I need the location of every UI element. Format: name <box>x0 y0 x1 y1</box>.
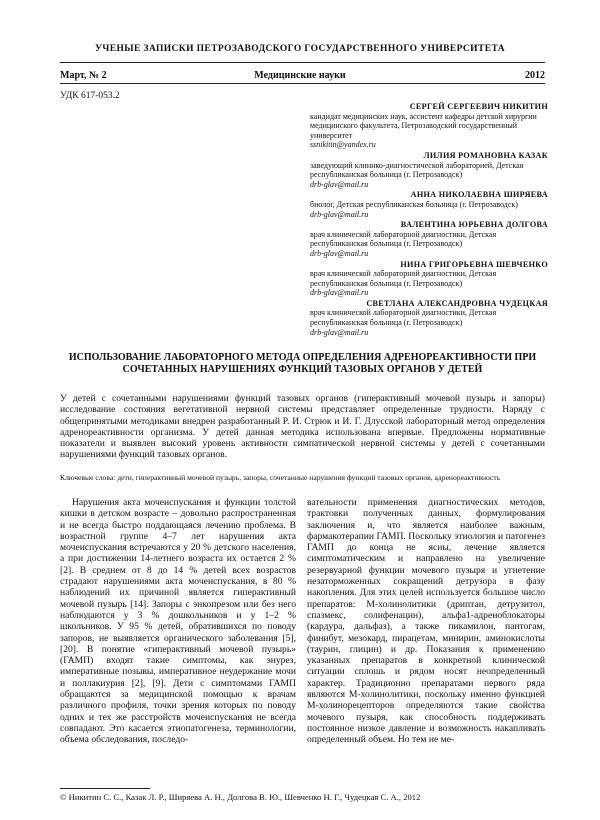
copyright-footer: © Никитин С. С., Казак Л. Р., Ширяева А. Н., Долгова В. Ю., Шевченко Н. Г., Чудецкая С. А., 2012 <box>60 792 421 802</box>
header-rule-top <box>60 62 545 63</box>
abstract: У детей с сочетанными нарушениями функций тазовых органов (гиперактивный мочевой пузырь и запоры) исследование состояния вегетативной нервной системы представляет определенные трудности. Наряду с общепринятыми методиками внедрен разработанный Р. И. Стрюк и И. Г. Длусской лабораторный метод определения адренореактивности организма. У детей данная методика использована впервые. Предложены нормативные показатели и выявлен высокий уровень активности симпатической нервной системы у детей с сочетанными нарушениями функций тазовых органов. <box>60 393 545 461</box>
author-affiliation: биолог, Детская республиканская больница (г. Петрозаводск) <box>310 199 518 209</box>
author-affiliation: врач клинической лабораторной диагностики, Детская республиканская больница (г. Петрозаводск) <box>310 269 497 288</box>
journal-title: УЧЕНЫЕ ЗАПИСКИ ПЕТРОЗАВОДСКОГО ГОСУДАРСТВЕННОГО УНИВЕРСИТЕТА <box>95 44 505 54</box>
author-affiliation: кандидат медицинских наук, ассистент кафедры детской хирургии медицинского факультета, Петрозаводский государственный университет <box>310 111 537 140</box>
author-email[interactable]: ssnikitin@yandex.ru <box>310 140 376 150</box>
author-name: ВАЛЕНТИНА ЮРЬЕВНА ДОЛГОВА <box>400 220 548 230</box>
author-email[interactable]: drb-glav@mail.ru <box>310 288 369 298</box>
issue-label: Март, № 2 <box>60 70 107 81</box>
author-email[interactable]: drb-glav@mail.ru <box>310 248 369 258</box>
author-affiliation: врач клинической лабораторной диагностики, Детская республиканская больница (г. Петрозаводск) <box>310 229 497 249</box>
author-name: НИНА ГРИГОРЬЕВНА ШЕВЧЕНКО <box>400 259 548 269</box>
author-entry <box>310 102 548 150</box>
author-email[interactable]: drb-glav@mail.ru <box>310 179 369 189</box>
author-affiliation: врач клинической лабораторной диагностики, Детская республиканская больница (г. Петрозаводск) <box>310 308 497 328</box>
body-text-left: Нарушения акта мочеиспускания и функции толстой кишки в детском возрасте – довольно распространенная и не всегда быстро поддающаяся лечению проблема. В возрастной группе 4–7 лет нарушения акта мочеиспускания встречаются у 20 % детского населения, а при достижении 14-летнего возраста их остается 2 % [2]. В среднем от 8 до 14 % детей всех возрастов страдают нарушениями акта мочеиспускания, в 80 % наблюдений их причиной является гиперактивный мочевой пузырь [14]. Запоры с энкопрезом или без него наблюдаются у 3 % дошкольников и у 1–2 % школьников. У 95 % детей, обратившихся по поводу запоров, не выявляется органического заболевания [5], [20]. В понятие «гиперактивный мочевой пузырь» (ГАМП) входят такие симптомы, как энурез, императивные позывы, императивное неудержание мочи и поллакиурия [2], [9]. Дети с симптомами ГАМП обращаются за медицинской помощью к врачам различного профиля, точки зрения которых по поводу одних и тех же расстройств мочеиспускания не всегда совпадают. Это касается этиопатогенеза, терминологии, объема обследования, последо- <box>60 497 296 746</box>
author-entry <box>310 151 548 189</box>
body-text-right: вательности применения диагностических методов, трактовки полученных данных, формулирования заключения и, что является наиболее важным, фармакотерапии ГАМП. Поскольку этиология и патогенез ГАМП до конца не ясны, лечение является симптоматическим и направлено на увеличение резервуарной функции мочевого пузыря и угнетение незаторможенных сокращений детрузора в фазу накопления. Для этих целей используется большое число препаратов: М-холинолитики (дриптан, детрузитол, спазмекс, солифенацин), альфа1-адреноблокаторы (кардура, дальфаз), а также пикамилон, пантогам, финибут, мезокард, пирацетам, минирин, аминокислоты (таурин, глицин) и др. Показания к применению указанных препаратов в конкретной клинической ситуации сплошь и рядом носят неопределенный характер. Традиционно препаратами первого ряда являются М-холинолитики, поскольку именно функцией М-холинорецепторов определяются такие свойства мочевого пузыря, как способность поддерживать постоянное низкое давление и возможность накапливать определенный объем. Но тем не ме- <box>307 497 545 746</box>
author-affiliation: заведующий клинико-диагностической лабораторией, Детская республиканская больница (г. Петрозаводск) <box>310 160 524 180</box>
header-rule-bottom <box>60 83 545 84</box>
author-entry <box>310 299 548 337</box>
author-entry <box>310 190 548 219</box>
body-column-left <box>60 497 296 746</box>
author-name: СВЕТЛАНА АЛЕКСАНДРОВНА ЧУДЕЦКАЯ <box>366 298 548 308</box>
body-column-right <box>307 497 545 746</box>
author-name: АННА НИКОЛАЕВНА ШИРЯЕВА <box>410 190 548 200</box>
author-entry <box>310 260 548 298</box>
keywords: Ключевые слова: дети, гиперактивный мочевой пузырь, запоры, сочетанные нарушения функций тазовых органов, адренореактивность <box>60 473 501 482</box>
year-label: 2012 <box>525 70 545 81</box>
author-name: ЛИЛИЯ РОМАНОВНА КАЗАК <box>423 150 548 160</box>
author-entry <box>310 220 548 258</box>
author-email[interactable]: drb-glav@mail.ru <box>310 209 369 219</box>
udk-code: УДК 617-053.2 <box>60 91 120 101</box>
authors-block <box>310 101 548 337</box>
author-email[interactable]: drb-glav@mail.ru <box>310 327 369 337</box>
footer-rule <box>60 788 150 789</box>
section-label: Медицинские науки <box>254 70 346 81</box>
article-title: ИСПОЛЬЗОВАНИЕ ЛАБОРАТОРНОГО МЕТОДА ОПРЕДЕЛЕНИЯ АДРЕНОРЕАКТИВНОСТИ ПРИ СОЧЕТАННЫХ НАРУШЕНИЯХ ФУНКЦИЙ ТАЗОВЫХ ОРГАНОВ У ДЕТЕЙ <box>68 352 537 375</box>
author-name: СЕРГЕЙ СЕРГЕЕВИЧ НИКИТИН <box>409 102 548 111</box>
